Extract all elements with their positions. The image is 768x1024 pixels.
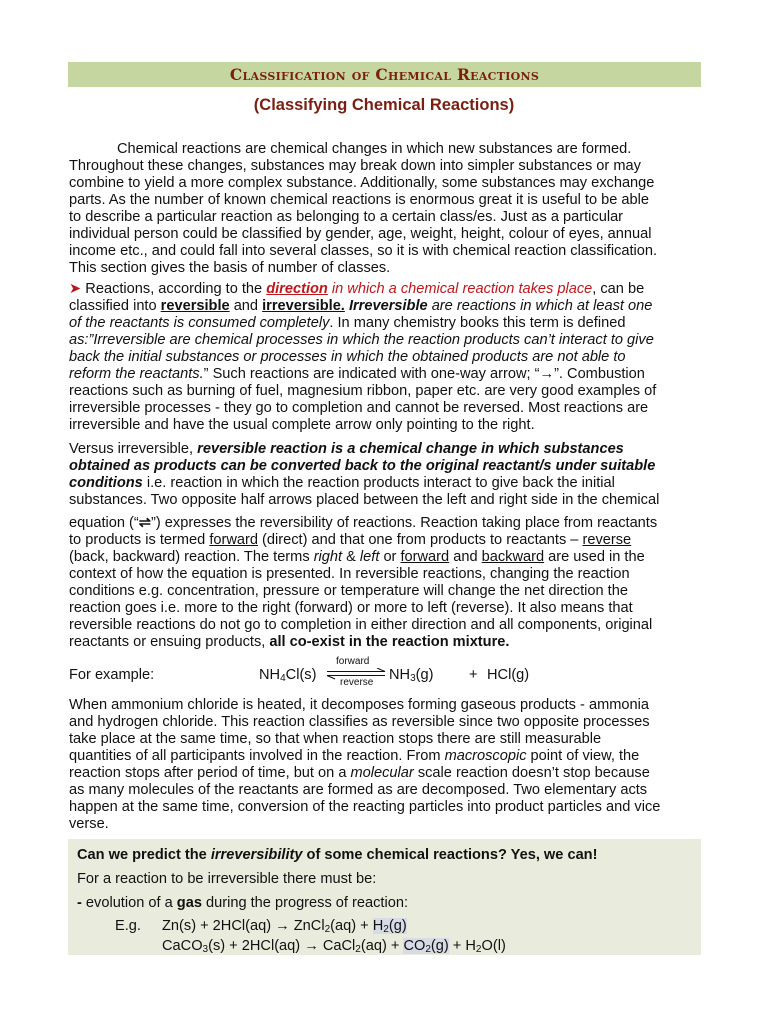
page-subtitle: (Classifying Chemical Reactions) — [253, 96, 515, 114]
text-span: quantities of all participants involved in the reaction. From — [69, 748, 445, 764]
text-span: & — [342, 549, 360, 565]
plus-sign: + — [469, 667, 478, 683]
text-span: macroscopic — [444, 748, 527, 764]
text-line: happen at the same time, conversion of the reacting particles into product particles and vice — [69, 799, 661, 815]
text-line: Throughout these changes, substances may break down into simpler substances or may — [69, 158, 641, 174]
text-line: to describe a particular reaction as belonging to a certain class/es. Just as a particular — [69, 209, 624, 225]
text-span: and — [449, 549, 482, 565]
text-span: i.e. reaction in which the reaction products interact to give back the initial — [142, 475, 615, 491]
page-title: Classification of Chemical Reactions — [229, 65, 540, 84]
text-span: CaCO — [162, 938, 203, 954]
text-span: H — [372, 918, 384, 934]
text-span: Reactions, according to the — [85, 281, 267, 297]
text-span: , can be — [592, 281, 645, 297]
reversible-term: reversible — [160, 298, 230, 314]
text-span: ”) expresses the reversibility of reactions. Reaction taking place from reactants — [151, 515, 658, 531]
text-span: - — [77, 895, 86, 911]
text-span: or — [379, 549, 401, 565]
text-line: irreversible and have the usual complete arrow only pointing to the right. — [69, 417, 535, 433]
irreversible-term: irreversible. — [262, 298, 345, 314]
text-span: backward — [481, 549, 545, 565]
text-line: substances. Two opposite half arrows placed between the left and right side in the chemical — [69, 492, 660, 508]
text-span: 4 — [280, 673, 286, 684]
text-span: reactants or ensuing products, — [69, 634, 270, 650]
text-span: (aq) + — [360, 938, 404, 954]
text-line: income etc., and could fall into several classes, so it is with chemical reaction classification. — [69, 243, 658, 259]
text-line: as:”Irreversible are chemical processes in which the reaction products can’t interact to give — [69, 332, 654, 348]
box-condition: For a reaction to be irreversible there must be: — [77, 871, 377, 887]
text-span: reversible reaction is a chemical change in which substances — [197, 441, 624, 457]
text-span: 3 — [202, 944, 209, 955]
irreversibility-box — [68, 839, 701, 955]
text-span: in which a chemical reaction takes place — [327, 281, 593, 297]
text-span: equation (“ — [69, 515, 139, 531]
text-line: take place at the same time, so that when reaction stops there are still measurable — [69, 731, 602, 747]
text-span: conditions — [69, 475, 143, 491]
text-span: (g) — [430, 938, 449, 954]
text-line: irreversible processes - they go to completion and cannot be reversed. Most reactions are — [69, 400, 649, 416]
text-span: (g) — [388, 918, 407, 934]
ammonium-paragraph — [69, 697, 699, 833]
text-span: O(l) — [481, 938, 506, 954]
text-line: This section gives the basis of number of classes. — [69, 260, 391, 276]
equation-calcium-carbonate — [162, 938, 506, 955]
text-span: NH — [389, 667, 411, 683]
arrow-label-reverse: reverse — [340, 677, 374, 688]
text-span: to products is termed — [69, 532, 210, 548]
text-line: reactions such as burning of fuel, magnesium ribbon, paper etc. are very good examples of — [69, 383, 657, 399]
text-span: ”. Combustion — [554, 366, 645, 382]
direction-term: direction — [266, 281, 328, 297]
text-span: Can we predict the — [77, 847, 211, 863]
text-span: + H — [448, 938, 476, 954]
box-gas-line — [77, 895, 408, 912]
box-question — [77, 847, 597, 864]
eg-label: E.g. — [115, 918, 141, 934]
text-span: (direct) and that one from products to reactants – — [258, 532, 583, 548]
text-line: as many molecules of the reactants are formed as are decomposed. Two elementary acts — [69, 782, 648, 798]
text-span: (back, backward) reaction. The terms — [69, 549, 314, 565]
text-span: 2 — [475, 944, 482, 955]
text-span: of the reactants is consumed completely — [69, 315, 330, 331]
text-span: (aq) + — [330, 918, 373, 934]
text-span: Irreversible — [348, 298, 428, 314]
text-span: right — [313, 549, 343, 565]
text-span: 2 — [383, 924, 389, 935]
text-span: NH — [259, 667, 281, 683]
text-span: 2 — [355, 944, 361, 955]
example-label: For example: — [69, 667, 155, 683]
reactant — [259, 667, 316, 683]
right-arrow-icon: → — [539, 366, 555, 382]
intro-paragraph — [69, 141, 699, 277]
text-span: Versus irreversible, — [69, 441, 198, 457]
text-span: reaction stops after period of time, but on a — [69, 765, 351, 781]
text-span: are reactions in which at least one — [427, 298, 653, 314]
text-span: and — [229, 298, 263, 314]
text-span: ” Such reactions are indicated with one-way arrow; “ — [203, 366, 540, 382]
text-line: obtained as products can be converted back to the original reactant/s under suitable — [69, 458, 656, 474]
text-span: Zn(s) + 2HCl(aq) → ZnCl — [162, 918, 325, 934]
text-span: scale reaction doesn’t stop because — [413, 765, 650, 781]
text-span: during the progress of reaction: — [201, 895, 409, 911]
text-span: forward — [400, 549, 450, 565]
text-span: 2 — [425, 944, 431, 955]
equilibrium-arrows-icon — [325, 668, 389, 680]
text-line: reversible reactions do not go to completion in either direction and all components, original — [69, 617, 653, 633]
text-span: molecular — [350, 765, 414, 781]
text-span: reverse — [582, 532, 632, 548]
text-line: context of how the equation is presented. In reversible reactions, changing the reaction — [69, 566, 630, 582]
text-span: of some chemical reactions? Yes, we can! — [302, 847, 598, 863]
text-span: irreversibility — [210, 847, 303, 863]
text-line: and hydrogen chloride. This reaction classifies as reversible since two opposite processes — [69, 714, 650, 730]
text-span: reform the reactants. — [69, 366, 204, 382]
product-hcl: HCl(g) — [487, 667, 530, 683]
text-line: Chemical reactions are chemical changes in which new substances are formed. — [117, 141, 632, 157]
text-span: Cl(s) — [285, 667, 317, 683]
text-line: verse. — [69, 816, 109, 832]
text-line: back the initial substances or processes in which the obtained products are not able to — [69, 349, 626, 365]
reversible-paragraph — [69, 441, 699, 651]
text-span: CO — [403, 938, 426, 954]
equation-zinc — [162, 918, 407, 935]
text-span: 3 — [410, 673, 416, 684]
title-banner — [68, 62, 701, 87]
text-span: classified into — [69, 298, 161, 314]
irreversible-paragraph — [69, 281, 699, 434]
text-span: gas — [176, 895, 202, 911]
text-span: all co-exist in the reaction mixture. — [269, 634, 510, 650]
text-line: reaction goes i.e. more to the right (forward) or more to left (reverse). It also means that — [69, 600, 633, 616]
text-span: . In many chemistry books this term is defined — [329, 315, 626, 331]
equilibrium-arrow-icon: ⇌ — [138, 515, 152, 531]
text-span: (s) + 2HCl(aq) → CaCl — [208, 938, 356, 954]
text-span: (g) — [415, 667, 434, 683]
text-line: parts. As the number of known chemical reactions is enormous great it is useful to be able — [69, 192, 649, 208]
text-line: When ammonium chloride is heated, it decomposes forming gaseous products - ammonia — [69, 697, 649, 713]
text-line: conditions e.g. concentration, pressure or temperature will change the net direction the — [69, 583, 628, 599]
text-span: evolution of a — [85, 895, 177, 911]
text-span: forward — [209, 532, 258, 548]
text-span: left — [359, 549, 380, 565]
example-equation — [69, 656, 709, 698]
text-span: are used in the — [544, 549, 645, 565]
text-line: individual person could be classified by gender, age, weight, height, colour of eyes, annual — [69, 226, 652, 242]
product-ammonia — [389, 667, 434, 683]
text-span: 2 — [324, 924, 331, 935]
text-span: point of view, the — [526, 748, 640, 764]
bullet-arrow-icon: ➤ — [69, 281, 82, 297]
arrow-label-forward: forward — [336, 656, 370, 667]
text-line: combine to yield a more complex substance. Additionally, some substances may exchange — [69, 175, 655, 191]
